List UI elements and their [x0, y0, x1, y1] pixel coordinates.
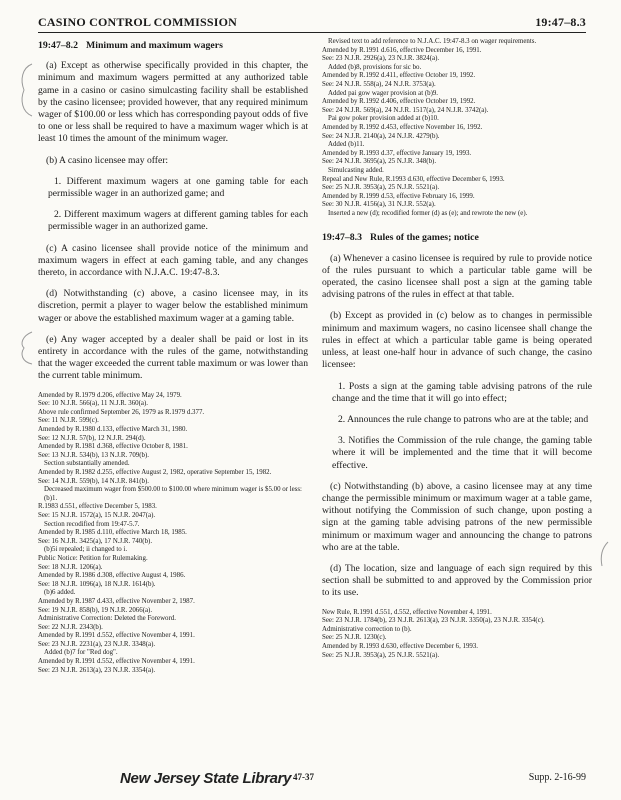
- paragraph-b: (b) Except as provided in (c) below as to changes in permissible minimum and maximum wagers, no casino licensee shall change the rules in effect at which a particular table game is being operated unless, at least one-half hour in advance of such change, the casino licensee:: [322, 310, 592, 371]
- history-line: Simulcasting added.: [328, 166, 384, 174]
- paragraph-d: (d) The location, size and language of each sign required by this section shall be submitted to and approved by the Commission prior to its use.: [322, 562, 592, 599]
- left-column: [38, 38, 308, 683]
- history-line: Amended by R.1992 d.453, effective November 16, 1992.: [322, 123, 483, 131]
- history-line: See: 11 N.J.R. 599(c).: [38, 417, 99, 425]
- history-line: R.1983 d.551, effective December 5, 1983.: [38, 503, 157, 511]
- history-line: Added (b)7 for "Red dog".: [44, 649, 118, 657]
- paragraph-b1: 1. Posts a sign at the gaming table advising patrons of the rule change and the time that it will go into effect;: [332, 380, 592, 404]
- history-line: Amended by R.1993 d.37, effective January 19, 1993.: [322, 149, 472, 157]
- history-line: Administrative Correction: Deleted the Foreword.: [38, 615, 176, 623]
- section-title: Minimum and maximum wagers: [86, 40, 223, 51]
- history-line: Amended by R.1992 d.411, effective October 19, 1992.: [322, 72, 476, 80]
- history-line: See: 30 N.J.R. 4156(a), 31 N.J.R. 552(a).: [322, 201, 436, 209]
- header-title: CASINO CONTROL COMMISSION: [38, 15, 238, 29]
- history-line: Pai gow poker provision added at (b)10.: [328, 115, 439, 123]
- history-line: Amended by R.1993 d.630, effective December 6, 1993.: [322, 642, 479, 650]
- margin-bracket-mark: [14, 60, 36, 120]
- history-notes-8-3: [322, 609, 592, 661]
- history-line: See: 18 N.J.R. 1206(a).: [38, 563, 103, 571]
- right-column: [322, 38, 592, 668]
- paragraph-d: (d) Notwithstanding (c) above, a casino licensee may, in its discretion, permit a player to wager below the established minimum wager or above the established maximum wager at a gaming table.: [38, 288, 308, 324]
- history-line: See: 13 N.J.R. 534(b), 13 N.J.R. 709(b).: [38, 451, 150, 459]
- section-number: 19:47–8.2: [38, 40, 79, 51]
- margin-tick-mark: [596, 540, 612, 570]
- history-line: Administrative correction to (b).: [322, 625, 412, 633]
- history-line: Repeal and New Rule, R.1993 d.630, effective December 6, 1993.: [322, 175, 505, 183]
- paragraph-b1: 1. Different maximum wagers at one gaming table for each permissible wager in an authorized game; and: [48, 175, 308, 200]
- history-line: See: 12 N.J.R. 57(b), 12 N.J.R. 294(d).: [38, 434, 146, 442]
- history-line: See: 18 N.J.R. 1096(a), 18 N.J.R. 1614(b).: [38, 580, 156, 588]
- history-line: See: 19 N.J.R. 858(b), 19 N.J.R. 2066(a).: [38, 606, 153, 614]
- history-line: See: 25 N.J.R. 3953(a), 25 N.J.R. 5521(a).: [322, 184, 440, 192]
- history-line: Amended by R.1979 d.206, effective May 24, 1979.: [38, 391, 182, 399]
- history-line: Amended by R.1985 d.110, effective March 18, 1985.: [38, 529, 187, 537]
- section-heading-8-3: [322, 232, 592, 244]
- page-footer: [38, 768, 586, 790]
- history-notes-8-2: [38, 392, 308, 676]
- paragraph-a: (a) Whenever a casino licensee is required by rule to provide notice of the rules pursuant to which a particular table game will be operated, the casino licensee shall post a sign at the gaming table advising patrons of the rules in effect at that table.: [322, 252, 592, 301]
- history-line: Section recodified from 19:47-5.7.: [44, 520, 140, 528]
- history-line: Added (b)11.: [328, 141, 365, 149]
- history-line: Amended by R.1981 d.368, effective October 8, 1981.: [38, 443, 188, 451]
- history-line: See: 23 N.J.R. 2926(a), 23 N.J.R. 3824(a).: [322, 55, 440, 63]
- history-line: See: 23 N.J.R. 2231(a), 23 N.J.R. 3348(a).: [38, 640, 156, 648]
- history-line: Above rule confirmed September 26, 1979 as R.1979 d.377.: [38, 408, 205, 416]
- history-line: See: 22 N.J.R. 2343(b).: [38, 623, 103, 631]
- history-line: See: 14 N.J.R. 559(b), 14 N.J.R. 841(b).: [38, 477, 150, 485]
- history-line: Amended by R.1991 d.552, effective November 4, 1991.: [38, 658, 195, 666]
- paragraph-a: (a) Except as otherwise specifically provided in this chapter, the minimum and maximum wagers permitted at any authorized table game in a casino or casino simulcasting facility shall be established by the casino licensee; provided however, that any required minimum wager of $100.00 or less which has corresponding payout odds of five to one or less shall be required to have a maximum wager which is at least 10 times the amount of the minimum wager.: [38, 60, 308, 145]
- history-line: Inserted a new (d); recodified former (d) as (e); and rewrote the new (e).: [328, 209, 528, 217]
- history-line: New Rule, R.1991 d.551, d.552, effective November 4, 1991.: [322, 608, 492, 616]
- history-line: See: 25 N.J.R. 1230(c).: [322, 634, 387, 642]
- history-line: See: 25 N.J.R. 3953(a), 25 N.J.R. 5521(a).: [322, 651, 440, 659]
- paragraph-c: (c) Notwithstanding (b) above, a casino licensee may at any time change the permissible minimum or maximum wager at a table game, without notifying the Commission of such change, upon posting a sign at the gaming table advising patrons of the new permissible minimum or maximum wager and announcing the change to patrons who are at the table.: [322, 480, 592, 553]
- paragraph-b2: 2. Different maximum wagers at different gaming tables for each permissible wager in an authorized game.: [48, 209, 308, 233]
- paragraph-b: (b) A casino licensee may offer:: [46, 154, 169, 166]
- header-section: 19:47–8.3: [535, 15, 586, 29]
- history-notes-8-2-continued: [322, 38, 592, 218]
- history-line: Added (b)8, provisions for sic bo.: [328, 63, 422, 71]
- history-line: Public Notice: Petition for Rulemaking.: [38, 554, 148, 562]
- paragraph-c: (c) A casino licensee shall provide notice of the minimum and maximum wagers in effect at each gaming table, and any changes thereto, in accordance with N.J.A.C. 19:47-8.3.: [38, 242, 308, 279]
- history-line: Amended by R.1999 d.53, effective February 16, 1999.: [322, 192, 475, 200]
- history-line: Amended by R.1980 d.133, effective March 31, 1980.: [38, 426, 188, 434]
- history-line: (b)6 added.: [44, 589, 76, 597]
- history-line: See: 23 N.J.R. 1784(b), 23 N.J.R. 2613(a), 23 N.J.R. 3350(a), 23 N.J.R. 3354(c).: [322, 617, 545, 625]
- history-line: See: 24 N.J.R. 3695(a), 25 N.J.R. 348(b).: [322, 158, 437, 166]
- section-heading-8-2: [38, 40, 308, 52]
- history-line: See: 10 N.J.R. 566(a), 11 N.J.R. 360(a).: [38, 400, 148, 408]
- history-line: See: 24 N.J.R. 558(a), 24 N.J.R. 3753(a).: [322, 80, 436, 88]
- history-line: See: 24 N.J.R. 569(a), 24 N.J.R. 1517(a), 24 N.J.R. 3742(a).: [322, 106, 489, 114]
- supplement-date: Supp. 2-16-99: [528, 772, 586, 783]
- history-line: (b)5i repealed; ii changed to i.: [44, 546, 128, 554]
- paragraph-b3: 3. Notifies the Commission of the rule change, the gaming table where it will be implemented and the time that it will become effective.: [332, 435, 592, 471]
- history-line: Amended by R.1992 d.406, effective October 19, 1992.: [322, 98, 476, 106]
- history-line: Amended by R.1987 d.433, effective November 2, 1987.: [38, 597, 195, 605]
- history-line: Section substantially amended.: [44, 460, 130, 468]
- section-title: Rules of the games; notice: [370, 232, 479, 244]
- history-line: Amended by R.1986 d.308, effective August 4, 1986.: [38, 572, 186, 580]
- library-stamp: New Jersey State Library: [120, 770, 292, 787]
- history-line: Amended by R.1991 d.616, effective December 16, 1991.: [322, 46, 482, 54]
- history-line: Added pai gow wager provision at (b)9.: [328, 89, 439, 97]
- history-line: See: 15 N.J.R. 1572(a), 15 N.J.R. 2047(a).: [38, 511, 156, 519]
- page-number: 47-37: [293, 772, 314, 782]
- paragraph-e: (e) Any wager accepted by a dealer shall be paid or lost in its entirety in accordance with the rules of the game, notwithstanding that the wager exceeded the current table maximum or was lower than the current table minimum.: [38, 333, 308, 382]
- history-line: See: 23 N.J.R. 2613(a), 23 N.J.R. 3354(a).: [38, 666, 156, 674]
- history-line: Amended by R.1982 d.255, effective August 2, 1982, operative September 15, 1982.: [38, 469, 272, 477]
- margin-bracket-mark: [14, 328, 36, 368]
- paragraph-b2: 2. Announces the rule change to patrons who are at the table; and: [338, 413, 589, 425]
- history-line: See: 16 N.J.R. 3425(a), 17 N.J.R. 740(b).: [38, 537, 153, 545]
- history-line: Revised text to add reference to N.J.A.C. 19:47-8.3 on wager requirements.: [328, 38, 537, 45]
- history-line: Amended by R.1991 d.552, effective November 4, 1991.: [38, 632, 195, 640]
- history-line: See: 24 N.J.R. 2140(a), 24 N.J.R. 4279(b).: [322, 132, 440, 140]
- history-line: Decreased maximum wager from $500.00 to $100.00 where minimum wager is $5.00 or less: (b)1.: [44, 486, 302, 502]
- running-header: [38, 10, 586, 33]
- section-number: 19:47–8.3: [322, 232, 363, 244]
